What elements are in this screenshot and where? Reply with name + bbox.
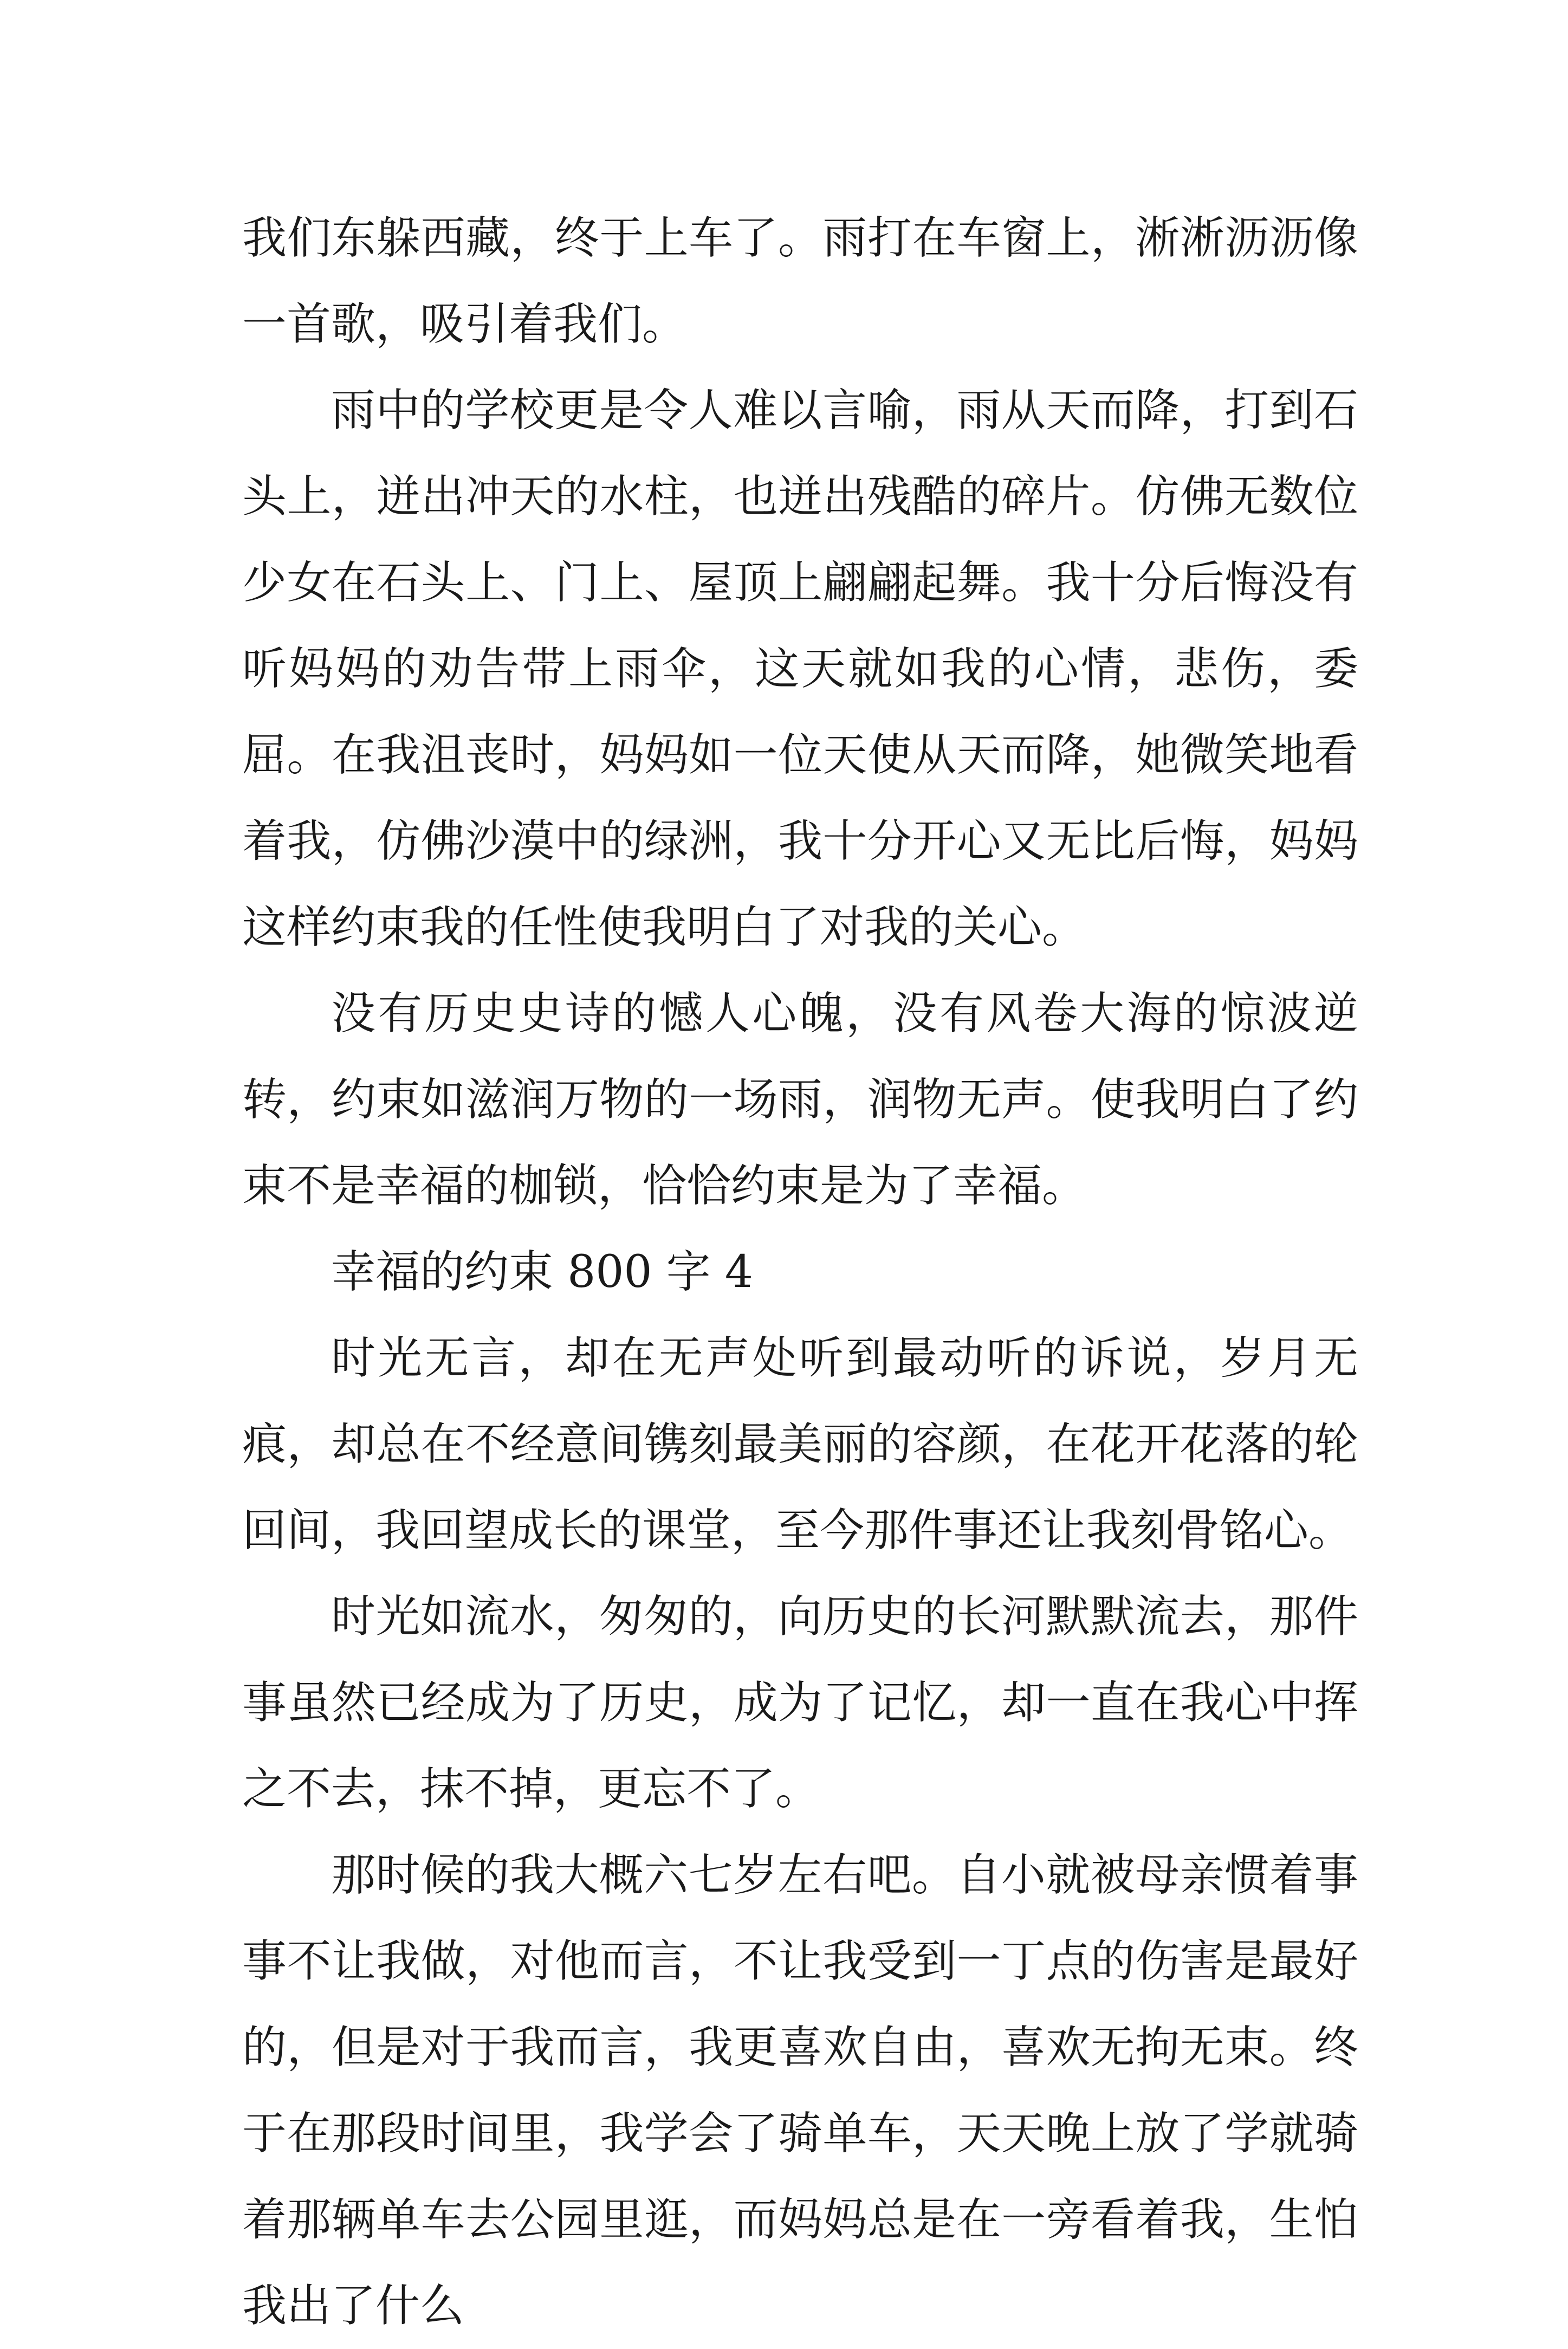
- paragraph-time-flowing: 时光如流水，匆匆的，向历史的长河默默流去，那件事虽然已经成为了历史，成为了记忆，却一直在我心中挥之不去，抹不掉，更忘不了。: [242, 1591, 1358, 1815]
- paragraph-time-silent: 时光无言，却在无声处听到最动听的诉说，岁月无痕，却总在不经意间镌刻最美丽的容颜，在花开花落的轮回间，我回望成长的课堂，至今那件事还让我刻骨铭心。: [242, 1332, 1358, 1556]
- paragraph-continuation: 我们东躲西藏，终于上车了。雨打在车窗上，淅淅沥沥像一首歌，吸引着我们。: [242, 212, 1358, 350]
- document-body: [242, 195, 1358, 2349]
- paragraph-conclusion: 没有历史史诗的憾人心魄，没有风卷大海的惊波逆转，约束如滋润万物的一场雨，润物无声。使我明白了约束不是幸福的枷锁，恰恰约束是为了幸福。: [242, 988, 1358, 1212]
- section-heading: 幸福的约束 800 字 4: [331, 1246, 753, 1298]
- paragraph-childhood: 那时候的我大概六七岁左右吧。自小就被母亲惯着事事不让我做，对他而言，不让我受到一丁点的伤害是最好的，但是对于我而言，我更喜欢自由，喜欢无拘无束。终于在那段时间里，我学会了骑单车，天天晚上放了学就骑着那辆单车去公园里逛，而妈妈总是在一旁看着我，生怕我出了什么: [242, 1849, 1358, 2332]
- paragraph-rain-school: 雨中的学校更是令人难以言喻，雨从天而降，打到石头上，迸出冲天的水柱，也迸出残酷的碎片。仿佛无数位少女在石头上、门上、屋顶上翩翩起舞。我十分后悔没有听妈妈的劝告带上雨伞，这天就如我的心情，悲伤，委屈。在我沮丧时，妈妈如一位天使从天而降，她微笑地看着我，仿佛沙漠中的绿洲，我十分开心又无比后悔，妈妈这样约束我的任性使我明白了对我的关心。: [242, 385, 1358, 953]
